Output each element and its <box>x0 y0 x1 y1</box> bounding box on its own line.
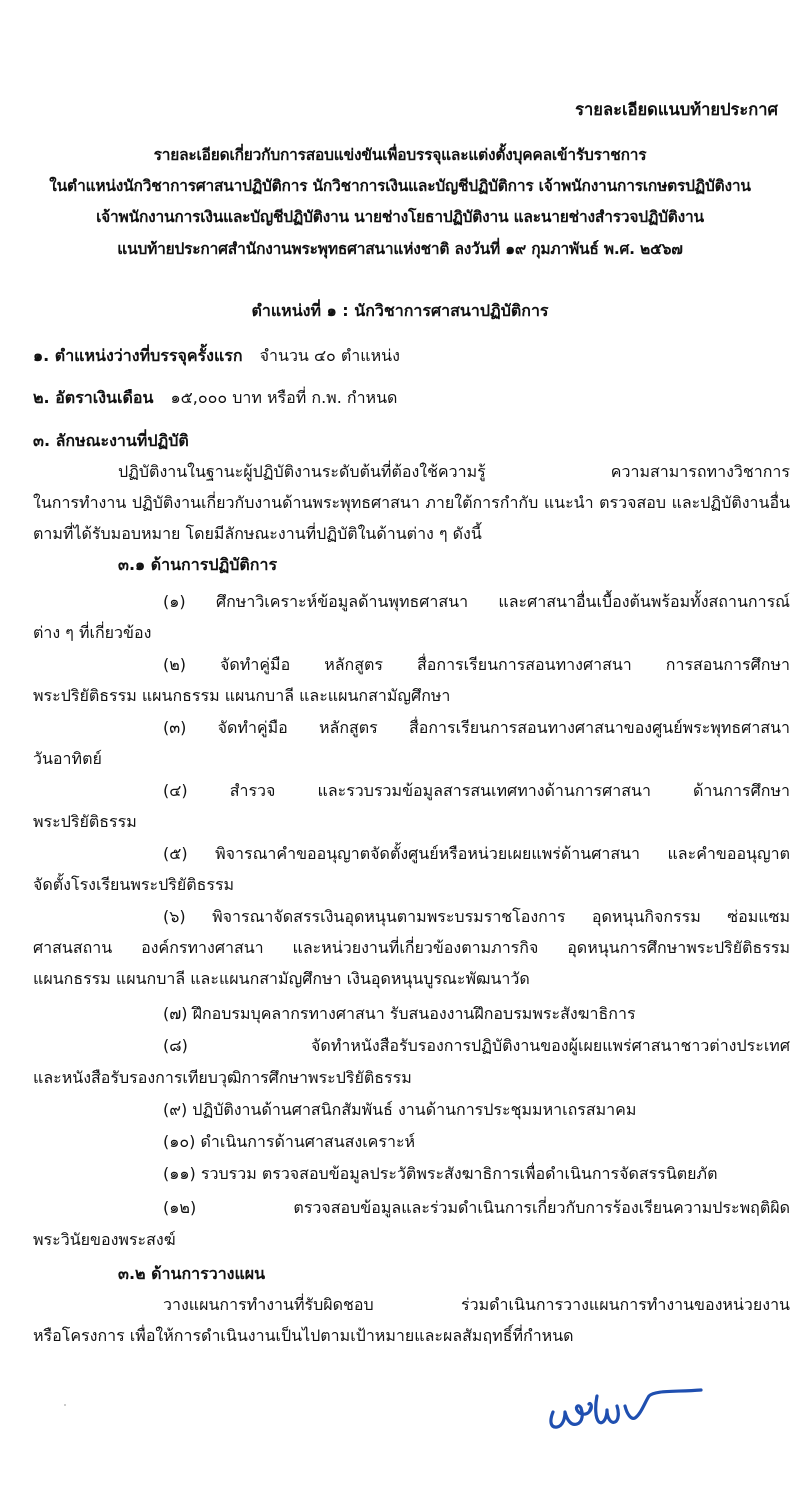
list-item: (๔) สำรวจ และรวบรวมข้อมูลสารสนเทศทางด้านการศาสนา ด้านการศึกษา <box>163 781 790 800</box>
subsection-3-2-heading: ๓.๒ ด้านการวางแผน <box>118 1264 266 1283</box>
list-item-continuation: พระปริยัติธรรม <box>33 812 137 831</box>
position-title: ตำแหน่งที่ ๑ : นักวิชาการศาสนาปฏิบัติการ <box>251 301 549 320</box>
section-3-intro-line: ปฏิบัติงานในฐานะผู้ปฏิบัติงานระดับต้นที่ต้องใช้ความรู้ ความสามารถทางวิชาการ <box>118 462 790 481</box>
list-item: (๑๐) ดำเนินการด้านศาสนสงเคราะห์ <box>163 1132 416 1151</box>
section-2 <box>33 386 397 410</box>
list-item-continuation: ต่าง ๆ ที่เกี่ยวข้อง <box>33 623 152 642</box>
title-line-1: รายละเอียดเกี่ยวกับการสอบแข่งขันเพื่อบรรจุและแต่งตั้งบุคคลเข้ารับราชการ <box>153 146 647 164</box>
title-line-3: เจ้าพนักงานการเงินและบัญชีปฏิบัติงาน นายช่างโยธาปฏิบัติงาน และนายช่างสำรวจปฏิบัติงาน <box>96 208 704 226</box>
list-item: (๖) พิจารณาจัดสรรเงินอุดหนุนตามพระบรมราชโองการ อุดหนุนกิจกรรม ซ่อมแซม <box>163 907 790 926</box>
list-item-continuation: และหนังสือรับรองการเทียบวุฒิการศึกษาพระปริยัติธรรม <box>33 1068 412 1087</box>
list-item-continuation: ศาสนสถาน องค์กรทางศาสนา และหน่วยงานที่เกี่ยวข้องตามภารกิจ อุดหนุนการศึกษาพระปริยัติธรรม <box>33 938 790 957</box>
list-item: (๗) ฝึกอบรมบุคลากรทางศาสนา รับสนองงานฝึกอบรมพระสังฆาธิการ <box>163 1004 636 1023</box>
list-item: (๓) จัดทำคู่มือ หลักสูตร สื่อการเรียนการสอนทางศาสนาของศูนย์พระพุทธศาสนา <box>163 718 790 737</box>
section-3-heading: ๓. ลักษณะงานที่ปฏิบัติ <box>33 431 189 450</box>
list-item: (๕) พิจารณาคำขออนุญาตจัดตั้งศูนย์หรือหน่วยเผยแพร่ด้านศาสนา และคำขออนุญาต <box>163 844 790 863</box>
list-item-continuation: พระปริยัติธรรม แผนกธรรม แผนกบาลี และแผนกสามัญศึกษา <box>33 686 451 705</box>
section-1-detail: จำนวน ๔๐ ตำแหน่ง <box>259 346 400 365</box>
section-3-intro-line: ในการทำงาน ปฏิบัติงานเกี่ยวกับงานด้านพระพุทธศาสนา ภายใต้การกำกับ แนะนำ ตรวจสอบ และปฏิบัติงานอื่น <box>33 493 790 512</box>
list-item-continuation: จัดตั้งโรงเรียนพระปริยัติธรรม <box>33 875 235 894</box>
subsection-3-1-heading: ๓.๑ ด้านการปฏิบัติการ <box>118 555 278 574</box>
list-item: (๙) ปฏิบัติงานด้านศาสนิกสัมพันธ์ งานด้านการประชุมมหาเถรสมาคม <box>163 1100 637 1119</box>
list-item: (๑) ศึกษาวิเคราะห์ข้อมูลด้านพุทธศาสนา และศาสนาอื่นเบื้องต้นพร้อมทั้งสถานการณ์ <box>163 592 790 611</box>
title-line-4: แนบท้ายประกาศสำนักงานพระพุทธศาสนาแห่งชาติ ลงวันที่ ๑๙ กุมภาพันธ์ พ.ศ. ๒๕๖๗ <box>117 240 683 258</box>
handwritten-signature <box>545 1382 705 1432</box>
section-3-intro-line: ตามที่ได้รับมอบหมาย โดยมีลักษณะงานที่ปฏิบัติในด้านต่าง ๆ ดังนี้ <box>33 524 482 543</box>
section-2-detail: ๑๕,๐๐๐ บาท หรือที่ ก.พ. กำหนด <box>170 388 398 407</box>
list-item: (๘) จัดทำหนังสือรับรองการปฏิบัติงานของผู้เผยแพร่ศาสนาชาวต่างประเทศ <box>163 1036 790 1055</box>
subsection-3-2-line: หรือโครงการ เพื่อให้การดำเนินงานเป็นไปตามเป้าหมายและผลสัมฤทธิ์ที่กำหนด <box>33 1326 574 1345</box>
attachment-label: รายละเอียดแนบท้ายประกาศ <box>575 100 778 119</box>
list-item-continuation: พระวินัยของพระสงฆ์ <box>33 1230 176 1249</box>
title-line-2: ในตำแหน่งนักวิชาการศาสนาปฏิบัติการ นักวิชาการเงินและบัญชีปฏิบัติการ เจ้าพนักงานการเกษตรปฏิบัติงาน <box>49 177 751 195</box>
section-2-heading: ๒. อัตราเงินเดือน <box>33 388 154 407</box>
list-item-continuation: แผนกธรรม แผนกบาลี และแผนกสามัญศึกษา เงินอุดหนุนบูรณะพัฒนาวัด <box>33 969 530 988</box>
section-1 <box>33 344 400 368</box>
list-item: (๑๒) ตรวจสอบข้อมูลและร่วมดำเนินการเกี่ยวกับการร้องเรียนความประพฤติผิด <box>163 1198 790 1217</box>
list-item: (๒) จัดทำคู่มือ หลักสูตร สื่อการเรียนการสอนทางศาสนา การสอนการศึกษา <box>163 655 790 674</box>
section-1-heading: ๑. ตำแหน่งว่างที่บรรจุครั้งแรก <box>33 346 243 365</box>
list-item-continuation: วันอาทิตย์ <box>33 749 102 768</box>
subsection-3-2-line: วางแผนการทำงานที่รับผิดชอบ ร่วมดำเนินการวางแผนการทำงานของหน่วยงาน <box>163 1295 790 1314</box>
list-item: (๑๑) รวบรวม ตรวจสอบข้อมูลประวัติพระสังฆาธิการเพื่อดำเนินการจัดสรรนิตยภัต <box>163 1164 718 1183</box>
scan-speck <box>64 1404 66 1406</box>
